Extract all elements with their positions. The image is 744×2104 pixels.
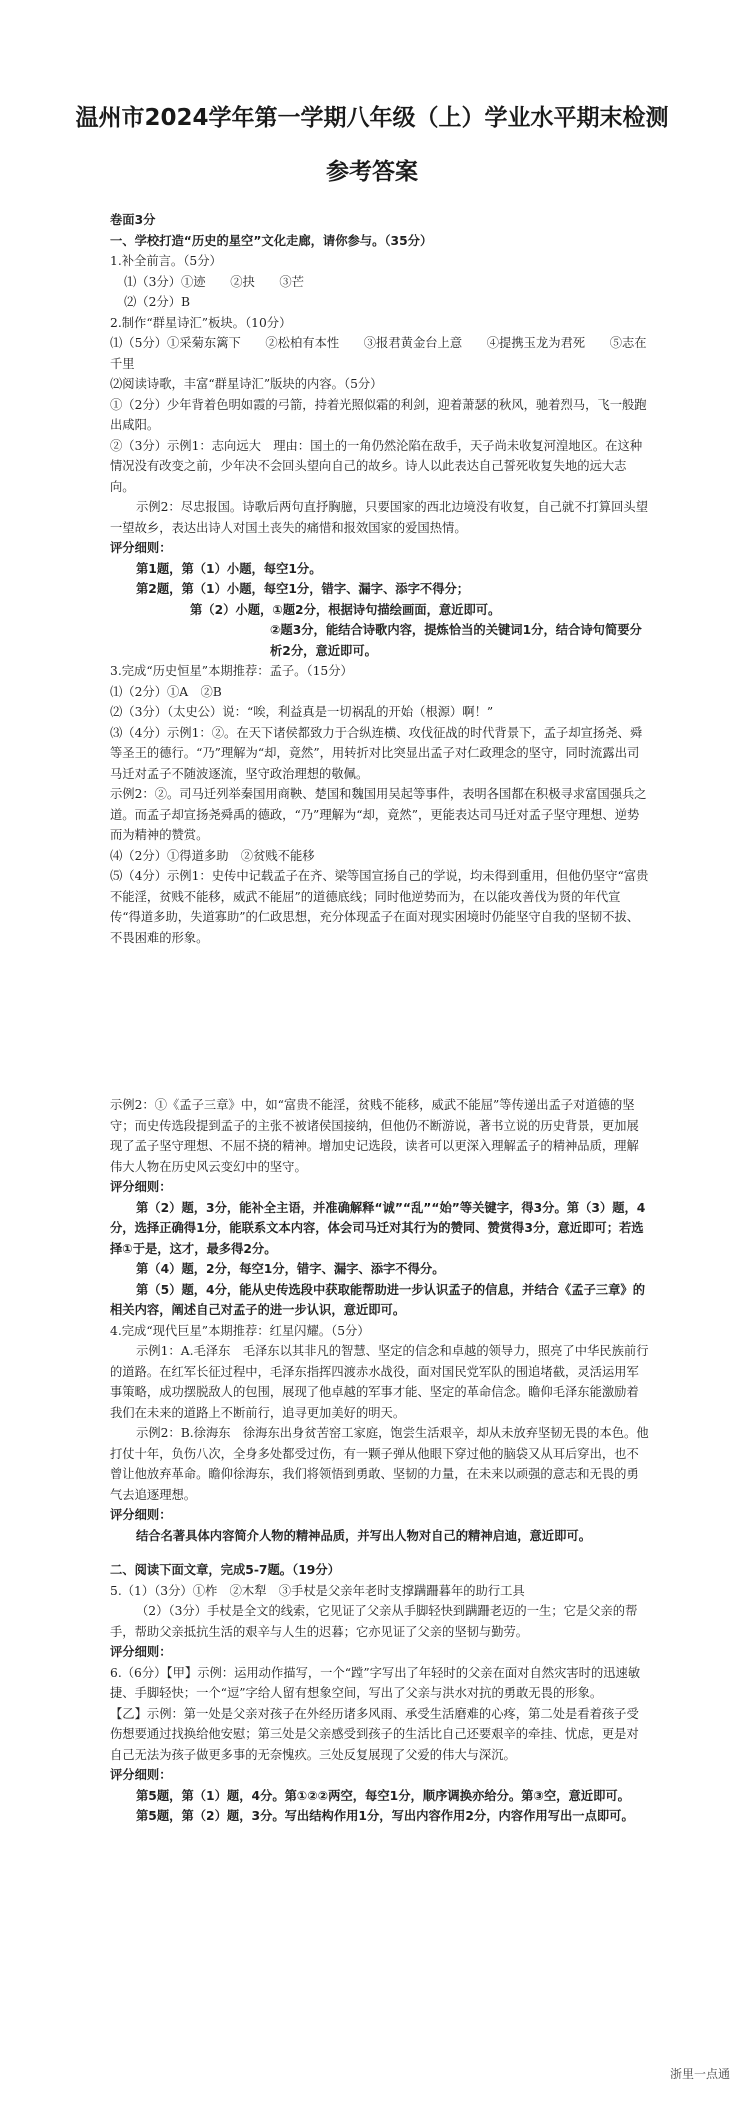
answer-line: ⑷（2分）①得道多助 ②贫贱不能移 [110, 848, 315, 863]
answer-line: 一、学校打造“历史的星空”文化走廊，请你参与。（35分） [110, 233, 433, 248]
answer-line: 卷面3分 [110, 213, 156, 227]
answer-line: 第（2）小题，①题2分，根据诗句描绘画面，意近即可。 [190, 602, 501, 617]
answer-line: 6.（6分）【甲】示例：运用动作描写，一个“蹚”字写出了年轻时的父亲在面对自然灾害时的迅速敏捷、手脚轻快；一个“逗”字给人留有想象空间，写出了父亲与洪水对抗的勇敢无畏的形象。 [110, 1665, 641, 1700]
answer-line: 评分细则： [110, 1180, 172, 1194]
answer-line: ⑵（2分）B [124, 295, 191, 309]
answer-line: ②题3分，能结合诗歌内容，提炼恰当的关键词1分，结合诗句简要分析2分，意近即可。 [270, 623, 642, 658]
answer-line: ⑵（3分）（太史公）说：“唉，利益真是一切祸乱的开始（根源）啊！” [110, 705, 494, 719]
answer-line: ⑴（2分）①A ②B [110, 684, 222, 699]
answer-line: 二、阅读下面文章，完成5-7题。（19分） [110, 1563, 340, 1577]
answer-line: 3.完成“历史恒星”本期推荐：孟子。（15分） [110, 664, 353, 678]
answer-line: ⑴（3分）①迹 ②抉 ③芒 [124, 274, 304, 289]
answer-line: ⑶（4分）示例1：②。在天下诸侯都致力于合纵连横、攻伐征战的时代背景下，孟子却宣扬尧、舜等圣王的德行。“乃”理解为“却，竟然”，用转折对比突显出孟子对仁政理念的坚守，同时流露出司马迁对孟子不随波逐流，坚守政治理想的敬佩。 [110, 725, 643, 781]
answer-line: ①（2分）少年背着色明如霞的弓箭，持着光照似霜的利剑，迎着萧瑟的秋风，驰着烈马，飞一般跑出咸阳。 [110, 397, 647, 432]
title-block [0, 100, 744, 190]
answer-line: 示例2：②。司马迁列举秦国用商鞅、楚国和魏国用吴起等事件，表明各国都在积极寻求富国强兵之道。而孟子却宣扬尧舜禹的德政，“乃”理解为“却，竟然”，更能表达司马迁对孟子坚守理想、逆势而为精神的赞赏。 [110, 787, 647, 842]
answer-line: ②（3分）示例1：志向远大 理由：国土的一角仍然沦陷在敌手，天子尚未收复河湟地区。在这种情况没有改变之前，少年决不会回头望向自己的故乡。诗人以此表达自己誓死收复失地的远大志向。 [110, 438, 643, 494]
document-subtitle: 参考答案 [326, 159, 418, 185]
answer-line [110, 1546, 650, 1560]
answer-line: 1.补全前言。（5分） [110, 254, 222, 268]
answer-line: 评分细则： [110, 1768, 172, 1782]
answer-line: 示例1：A.毛泽东 毛泽东以其非凡的智慧、坚定的信念和卓越的领导力，照亮了中华民族前行的道路。在红军长征过程中，毛泽东指挥四渡赤水战役，面对国民党军队的围追堵截，灵活运用军事策略，成功摆脱敌人的包围，展现了他卓越的军事才能、坚定的革命信念。瞻仰毛泽东能激励着我们在未来的道路上不断前行，追寻更加美好的明天。 [110, 1344, 649, 1420]
answer-line: 2.制作“群星诗汇”板块。（10分） [110, 315, 292, 330]
document-title: 温州市2024学年第一学期八年级（上）学业水平期末检测 [75, 105, 669, 131]
answer-line: 第（5）题，4分，能从史传选段中获取能帮助进一步认识孟子的信息，并结合《孟子三章》的相关内容，阐述自己对孟子的进一步认识，意近即可。 [110, 1282, 645, 1317]
answer-line: （2）（3分）手杖是全文的线索，它见证了父亲从手脚轻快到蹒跚老迈的一生；它是父亲的帮手，帮助父亲抵抗生活的艰辛与人生的迟暮；它亦见证了父亲的坚韧与勤劳。 [110, 1604, 638, 1639]
answer-line: ⑵阅读诗歌，丰富“群星诗汇”版块的内容。（5分） [110, 377, 383, 391]
answer-line: 示例2：①《孟子三章》中，如“富贵不能淫，贫贱不能移，威武不能屈”等传递出孟子对道德的坚守；而史传选段提到孟子的主张不被诸侯国接纳，但他仍不断游说，著书立说的历史背景，更加展现了孟子坚守理想、不屈不挠的精神。增加史记选段，读者可以更深入理解孟子的精神品质，理解伟大人物在历史风云变幻中的坚守。 [110, 1098, 639, 1174]
answer-line: ⑸（4分）示例1：史传中记载孟子在齐、梁等国宣扬自己的学说，均未得到重用，但他仍坚守“富贵不能淫，贫贱不能移，威武不能屈”的道德底线；同时他逆势而为，在以能攻善伐为贤的年代宣传“得道多助，失道寡助”的仁政思想，充分体现孟子在面对现实困境时仍能坚守自我的坚韧不拔、不畏困难的形象。 [110, 869, 649, 945]
answer-line: 评分细则： [110, 541, 172, 555]
answer-line: ⑴（5分）①采菊东篱下 ②松柏有本性 ③报君黄金台上意 ④提携玉龙为君死 ⑤志在千里 [110, 336, 647, 371]
answer-line: 示例2：B.徐海东 徐海东出身贫苦窑工家庭，饱尝生活艰辛，却从未放弃坚韧无畏的本色。他打仗十年，负伤八次，全身多处都受过伤，有一颗子弹从他眼下穿过他的脑袋又从耳后穿出，也不曾让他放弃革命。瞻仰徐海东，我们将领悟到勇敢、坚韧的力量，在未来以顽强的意志和无畏的勇气去追逐理想。 [110, 1426, 649, 1502]
answer-line: 第2题，第（1）小题，每空1分，错字、漏字、添字不得分； [136, 582, 470, 596]
answer-line: 第（2）题，3分，能补全主语，并准确解释“诚”“乱”“始”等关键字，得3分。第（3）题，4分，选择正确得1分，能联系文本内容，体会司马迁对其行为的赞同、赞赏得3分，意近即可；若选择①于是，这才，最多得2分。 [110, 1200, 646, 1256]
answer-line: 第1题，第（1）小题，每空1分。 [136, 561, 322, 576]
answer-line: 评分细则： [110, 1508, 172, 1522]
answer-line: 【乙】示例：第一处是父亲对孩子在外经历诸多风雨、承受生活磨难的心疼，第二处是看着孩子受伤想要通过找换给他安慰；第三处是父亲感受到孩子的生活比自己还要艰辛的牵挂、忧虑，更是对自己无法为孩子做更多事的无奈愧疚。三处反复展现了父爱的伟大与深沉。 [110, 1706, 639, 1762]
answer-line: 结合名著具体内容简介人物的精神品质，并写出人物对自己的精神启迪，意近即可。 [136, 1528, 591, 1543]
answer-line: 评分细则： [110, 1645, 172, 1659]
answer-line: 第（4）题，2分，每空1分，错字、漏字、添字不得分。 [136, 1262, 445, 1276]
answer-column-top [110, 210, 650, 948]
answer-line: 5.（1）（3分）①柞 ②木犁 ③手杖是父亲年老时支撑蹒跚暮年的助行工具 [110, 1583, 525, 1598]
answer-line: 示例2：尽忠报国。诗歌后两句直抒胸臆，只要国家的西北边境没有收复，自己就不打算回头望一望故乡，表达出诗人对国土丧失的痛惜和报效国家的爱国热情。 [110, 500, 648, 535]
answer-line: 第5题，第（2）题，3分。写出结构作用1分，写出内容作用2分，内容作用写出一点即可。 [136, 1809, 634, 1823]
answer-line: 4.完成“现代巨星”本期推荐：红星闪耀。（5分） [110, 1323, 370, 1338]
answer-line: 第5题，第（1）题，4分。第①②②两空，每空1分，顺序调换亦给分。第③空，意近即可。 [136, 1788, 630, 1803]
answer-column-bottom [110, 1095, 650, 1827]
watermark-footer: 浙里一点通 [669, 2067, 730, 2081]
